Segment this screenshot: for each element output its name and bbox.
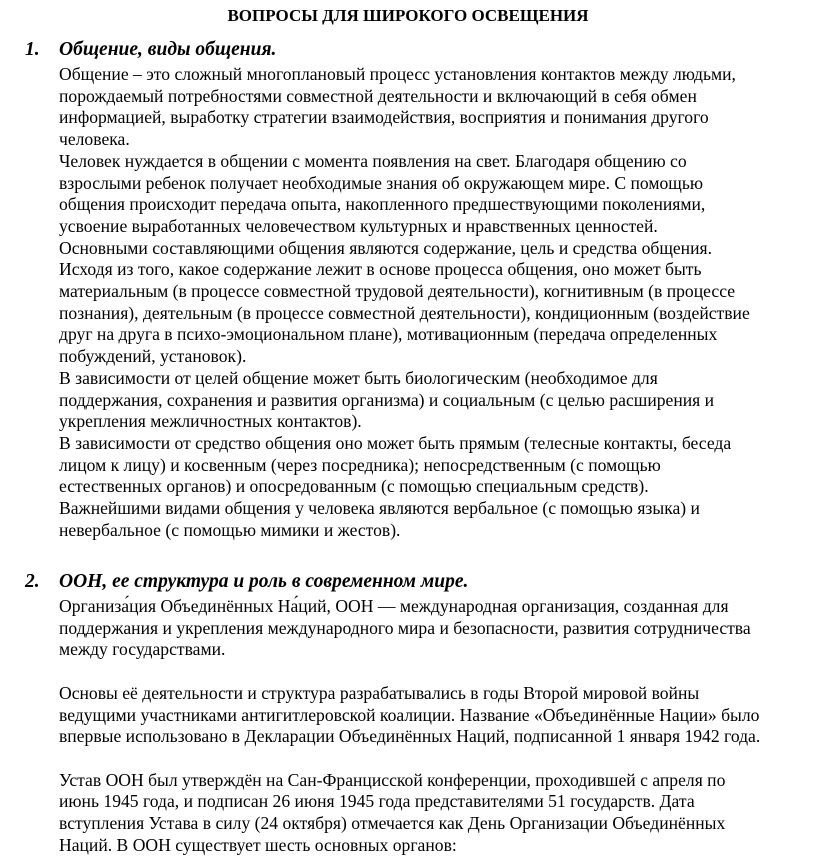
section-1-number: 1. [25,39,40,60]
section-2-heading [25,570,805,594]
section-1-paragraph-1: Общение – это сложный многоплановый процесс установления контактов между людьми, порождаемый потребностями совместной деятельности и включающий в себя обмен информацией, выработку стратегии взаимодействия, восприятия и понимания другого человека. Человек нуждается в общении с момента появления на свет. Благодаря общению со взрослыми ребенок получает необходимые знания об окружающем мире. С помощью общения происходит передача опыта, накопленного предшествующими поколениями, усвоение выработанных человечеством культурных и нравственных ценностей. Основными составляющими общения являются содержание, цель и средства общения. Исходя из того, какое содержание лежит в основе процесса общения, оно может быть материальным (в процессе совместной трудовой деятельности), когнитивным (в процессе познания), деятельным (в процессе совместной деятельности), кондиционным (воздействие друг на друга в психо-эмоциональном плане), мотивационным (передача определенных побуждений, установок). В зависимости от целей общение может быть биологическим (необходимое для поддержания, сохранения и развития организма) и социальным (с целью расширения и укрепления межличностных контактов). В зависимости от средство общения оно может быть прямым (телесные контакты, беседа лицом к лицу) и косвенным (через посредника); непосредственным (с помощью естественных органов) и опосредованным (с помощью специальным средств). Важнейшими видами общения у человека являются вербальное (с помощью языка) и невербальное (с помощью мимики и жестов). [59,64,750,540]
paragraph-spacer [25,748,805,770]
paragraph-spacer [25,661,805,683]
section-2-heading-text: ООН, ее структура и роль в современном мире. [59,571,469,592]
section-1-heading [25,38,805,62]
section-2 [25,570,805,856]
section-2-paragraph-1: Организа́ция Объединённых На́ций, ООН — международная организация, созданная для поддержания и укрепления международного мира и безопасности, развития сотрудничества между государствами. [59,596,751,660]
section-2-paragraph-2: Основы её деятельности и структура разрабатывались в годы Второй мировой войны ведущими участниками антигитлеровской коалиции. Название «Объединённые Нации» было впервые использовано в Декларации Объединённых Наций, подписанной 1 января 1942 года. [59,682,761,747]
document-title: ВОПРОСЫ ДЛЯ ШИРОКОГО ОСВЕЩЕНИЯ [227,6,589,25]
section-2-paragraph-3: Устав ООН был утверждён на Сан-Францисской конференции, проходившей с апреля по июнь 1945 года, и подписан 26 июня 1945 года представителями 51 государств. Дата вступления Устава в силу (24 октября) отмечается как День Организации Объединённых Наций. В ООН существует шесть основных органов: [59,769,726,855]
section-1 [25,38,805,541]
section-1-heading-text: Общение, виды общения. [59,39,277,60]
section-2-number: 2. [25,571,40,592]
